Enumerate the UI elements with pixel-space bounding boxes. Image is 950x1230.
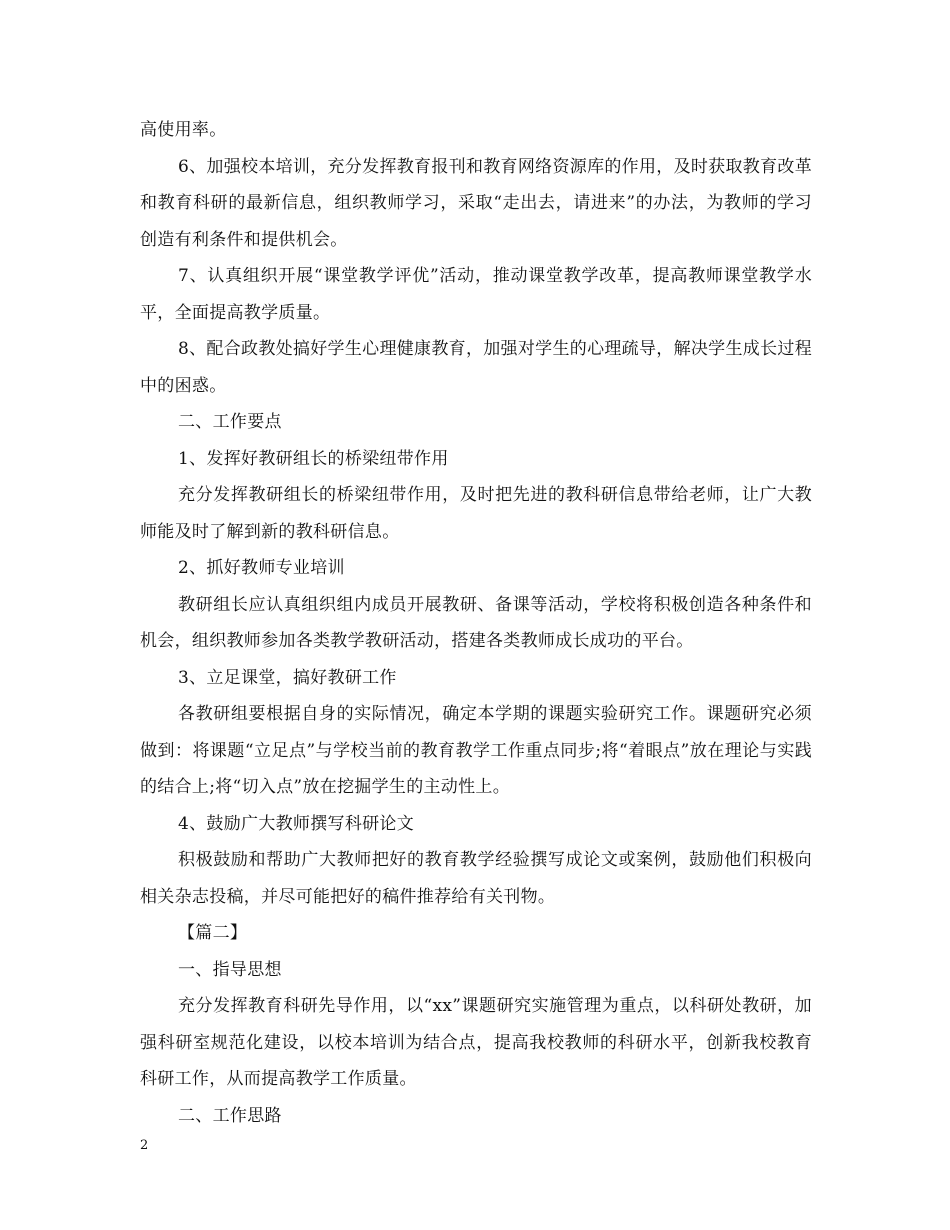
paragraph-subitem-4: 积极鼓励和帮助广大教师把好的教育教学经验撰写成论文或案例，鼓励他们积极向相关杂志投稿，并尽可能把好的稿件推荐给有关刊物。 xyxy=(140,850,812,907)
paragraph-subitem-1: 充分发挥教研组长的桥梁纽带作用，及时把先进的教科研信息带给老师，让广大教师能及时了解到新的教科研信息。 xyxy=(140,485,812,542)
subheading-2: 2、抓好教师专业培训 xyxy=(178,558,345,578)
paragraph-item-8: 8、配合政教处搞好学生心理健康教育，加强对学生的心理疏导，解决学生成长过程中的困惑。 xyxy=(140,339,812,396)
paragraph-item-6: 6、加强校本培训，充分发挥教育报刊和教育网络资源库的作用，及时获取教育改革和教育科研的最新信息，组织教师学习，采取“走出去，请进来”的办法，为教师的学习创造有利条件和提供机会。 xyxy=(140,156,812,250)
paragraph-subitem-2: 教研组长应认真组织组内成员开展教研、备课等活动，学校将积极创造各种条件和机会，组织教师参加各类教学教研活动，搭建各类教师成长成功的平台。 xyxy=(140,594,812,651)
subheading-4: 4、鼓励广大教师撰写科研论文 xyxy=(178,813,415,834)
section-heading-work-approach: 二、工作思路 xyxy=(178,1105,282,1126)
section-heading-work-points: 二、工作要点 xyxy=(178,412,282,432)
subheading-1: 1、发挥好教研组长的桥梁纽带作用 xyxy=(178,448,449,469)
subheading-3: 3、立足课堂，搞好教研工作 xyxy=(178,667,397,688)
paragraph-continuation: 高使用率。 xyxy=(140,120,227,140)
paragraph-subitem-3: 各教研组要根据自身的实际情况，确定本学期的课题实验研究工作。课题研究必须做到：将课题“立足点”与学校当前的教育教学工作重点同步;将“着眼点”放在理论与实践的结合上;将“切入点”放在挖掘学生的主动性上。 xyxy=(140,704,812,797)
section-title-part-two: 【篇二】 xyxy=(178,923,248,943)
document-body xyxy=(140,112,812,1134)
paragraph-item-7: 7、认真组织开展“课堂教学评优”活动，推动课堂教学改革，提高教师课堂教学水平，全面提高教学质量。 xyxy=(140,266,812,323)
paragraph-guiding-ideology: 充分发挥教育科研先导作用，以“xx”课题研究实施管理为重点，以科研处教研，加强科研室规范化建设，以校本培训为结合点，提高我校教师的科研水平，创新我校教育科研工作，从而提高教学工作质量。 xyxy=(140,996,812,1089)
section-heading-guiding-ideology: 一、指导思想 xyxy=(178,959,282,980)
page-number: 2 xyxy=(140,1138,149,1153)
